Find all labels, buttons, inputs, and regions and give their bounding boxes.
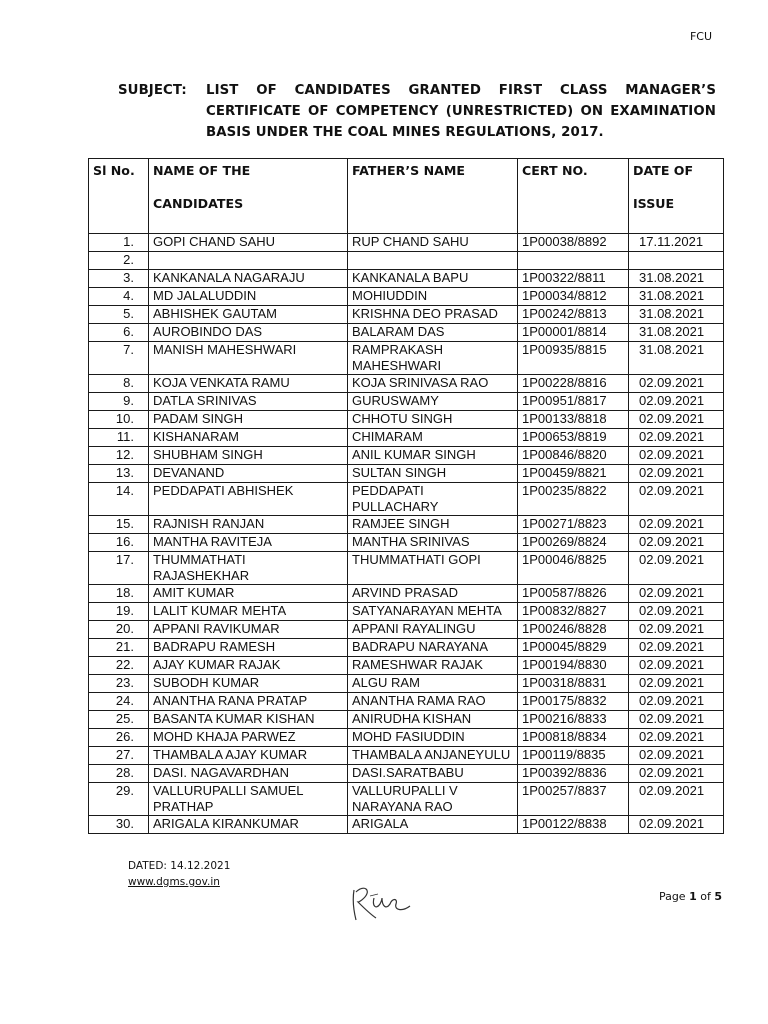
row-issue-date: 02.09.2021 (629, 375, 724, 393)
row-candidate-name: VALLURUPALLI SAMUEL PRATHAP (149, 783, 348, 816)
table-body (89, 234, 724, 834)
row-father-name: RAMPRAKASH MAHESHWARI (348, 342, 518, 375)
row-father-name: RAMESHWAR RAJAK (348, 657, 518, 675)
row-sl-no: 8. (89, 375, 149, 393)
row-father-name: BADRAPU NARAYANA (348, 639, 518, 657)
row-cert-no: 1P00257/8837 (518, 783, 629, 816)
row-father-name: CHHOTU SINGH (348, 411, 518, 429)
table-row (89, 252, 724, 270)
row-cert-no: 1P00246/8828 (518, 621, 629, 639)
row-candidate-name: SHUBHAM SINGH (149, 447, 348, 465)
row-issue-date: 02.09.2021 (629, 483, 724, 516)
table-row (89, 375, 724, 393)
row-father-name: PEDDAPATI PULLACHARY (348, 483, 518, 516)
row-issue-date: 02.09.2021 (629, 765, 724, 783)
row-sl-no: 29. (89, 783, 149, 816)
row-candidate-name: APPANI RAVIKUMAR (149, 621, 348, 639)
row-candidate-name: MANISH MAHESHWARI (149, 342, 348, 375)
row-sl-no: 11. (89, 429, 149, 447)
row-father-name: BALARAM DAS (348, 324, 518, 342)
row-candidate-name: AUROBINDO DAS (149, 324, 348, 342)
row-issue-date: 02.09.2021 (629, 465, 724, 483)
row-cert-no: 1P00459/8821 (518, 465, 629, 483)
row-father-name: GURUSWAMY (348, 393, 518, 411)
table-row (89, 639, 724, 657)
row-father-name: MOHIUDDIN (348, 288, 518, 306)
header-date-of-issue (629, 159, 724, 234)
row-father-name: APPANI RAYALINGU (348, 621, 518, 639)
table-row (89, 711, 724, 729)
row-sl-no: 7. (89, 342, 149, 375)
table-row (89, 288, 724, 306)
table-header-row (89, 159, 724, 234)
row-candidate-name: MOHD KHAJA PARWEZ (149, 729, 348, 747)
row-candidate-name: ARIGALA KIRANKUMAR (149, 816, 348, 834)
row-issue-date: 02.09.2021 (629, 534, 724, 552)
row-father-name: RUP CHAND SAHU (348, 234, 518, 252)
row-candidate-name: SUBODH KUMAR (149, 675, 348, 693)
row-cert-no: 1P00832/8827 (518, 603, 629, 621)
candidates-table (88, 158, 724, 834)
row-cert-no: 1P00392/8836 (518, 765, 629, 783)
footer-info (128, 858, 230, 890)
row-issue-date: 31.08.2021 (629, 342, 724, 375)
row-father-name: KOJA SRINIVASA RAO (348, 375, 518, 393)
row-sl-no: 3. (89, 270, 149, 288)
row-candidate-name: THAMBALA AJAY KUMAR (149, 747, 348, 765)
row-father-name: DASI.SARATBABU (348, 765, 518, 783)
table-row (89, 447, 724, 465)
row-issue-date: 02.09.2021 (629, 729, 724, 747)
row-candidate-name: BASANTA KUMAR KISHAN (149, 711, 348, 729)
table-row (89, 465, 724, 483)
row-cert-no: 1P00235/8822 (518, 483, 629, 516)
website-link[interactable]: www.dgms.gov.in (128, 876, 220, 888)
row-father-name: ALGU RAM (348, 675, 518, 693)
page-total: 5 (714, 890, 722, 903)
row-cert-no: 1P00133/8818 (518, 411, 629, 429)
row-sl-no: 17. (89, 552, 149, 585)
header-name-line1: NAME OF THE (153, 163, 251, 178)
row-cert-no: 1P00216/8833 (518, 711, 629, 729)
row-sl-no: 6. (89, 324, 149, 342)
row-issue-date: 02.09.2021 (629, 747, 724, 765)
row-cert-no: 1P00228/8816 (518, 375, 629, 393)
table-row (89, 657, 724, 675)
row-candidate-name: ABHISHEK GAUTAM (149, 306, 348, 324)
row-father-name: ANIRUDHA KISHAN (348, 711, 518, 729)
row-candidate-name: DEVANAND (149, 465, 348, 483)
row-issue-date: 02.09.2021 (629, 585, 724, 603)
table-row (89, 765, 724, 783)
row-sl-no: 19. (89, 603, 149, 621)
table-row (89, 234, 724, 252)
row-cert-no: 1P00653/8819 (518, 429, 629, 447)
row-sl-no: 4. (89, 288, 149, 306)
row-sl-no: 1. (89, 234, 149, 252)
header-father-name: FATHER’S NAME (348, 159, 518, 234)
row-issue-date: 02.09.2021 (629, 711, 724, 729)
row-father-name: ANIL KUMAR SINGH (348, 447, 518, 465)
table-row (89, 429, 724, 447)
row-issue-date: 02.09.2021 (629, 783, 724, 816)
row-father-name: RAMJEE SINGH (348, 516, 518, 534)
row-issue-date: 02.09.2021 (629, 447, 724, 465)
row-sl-no: 16. (89, 534, 149, 552)
row-sl-no: 21. (89, 639, 149, 657)
table-row (89, 483, 724, 516)
row-cert-no: 1P00034/8812 (518, 288, 629, 306)
row-issue-date: 02.09.2021 (629, 816, 724, 834)
table-row (89, 693, 724, 711)
header-date-line1: DATE OF (633, 163, 694, 178)
row-candidate-name: PEDDAPATI ABHISHEK (149, 483, 348, 516)
row-sl-no: 27. (89, 747, 149, 765)
row-cert-no: 1P00119/8835 (518, 747, 629, 765)
row-cert-no: 1P00242/8813 (518, 306, 629, 324)
row-sl-no: 9. (89, 393, 149, 411)
row-father-name: ARVIND PRASAD (348, 585, 518, 603)
table-row (89, 411, 724, 429)
row-sl-no: 13. (89, 465, 149, 483)
row-sl-no: 10. (89, 411, 149, 429)
row-cert-no: 1P00269/8824 (518, 534, 629, 552)
row-cert-no: 1P00038/8892 (518, 234, 629, 252)
row-father-name: ANANTHA RAMA RAO (348, 693, 518, 711)
page-number: 1 (689, 890, 697, 903)
row-issue-date: 17.11.2021 (629, 234, 724, 252)
row-father-name: KANKANALA BAPU (348, 270, 518, 288)
table-row (89, 324, 724, 342)
header-sl-no: Sl No. (89, 159, 149, 234)
table-row (89, 747, 724, 765)
row-cert-no: 1P00122/8838 (518, 816, 629, 834)
row-cert-no: 1P00271/8823 (518, 516, 629, 534)
row-father-name: CHIMARAM (348, 429, 518, 447)
row-sl-no: 15. (89, 516, 149, 534)
dated-text: DATED: 14.12.2021 (128, 860, 231, 872)
row-cert-no: 1P00846/8820 (518, 447, 629, 465)
row-sl-no: 2. (89, 252, 149, 270)
subject-block (118, 80, 716, 143)
row-candidate-name: LALIT KUMAR MEHTA (149, 603, 348, 621)
row-father-name: THAMBALA ANJANEYULU (348, 747, 518, 765)
row-candidate-name: PADAM SINGH (149, 411, 348, 429)
row-candidate-name: MANTHA RAVITEJA (149, 534, 348, 552)
table-row (89, 603, 724, 621)
row-father-name: MOHD FASIUDDIN (348, 729, 518, 747)
subject-text: LIST OF CANDIDATES GRANTED FIRST CLASS MANAGER’S CERTIFICATE OF COMPETENCY (UNRESTRICTED) ON EXAMINATION BASIS UNDER THE COAL MINES REGULATIONS, 2017. (206, 83, 716, 140)
row-candidate-name: KISHANARAM (149, 429, 348, 447)
table-row (89, 816, 724, 834)
page-of: of (696, 890, 715, 903)
table-row (89, 783, 724, 816)
row-father-name: SATYANARAYAN MEHTA (348, 603, 518, 621)
row-candidate-name: ANANTHA RANA PRATAP (149, 693, 348, 711)
row-candidate-name: DASI. NAGAVARDHAN (149, 765, 348, 783)
row-cert-no: 1P00318/8831 (518, 675, 629, 693)
signature-mark (346, 868, 426, 928)
row-cert-no: 1P00046/8825 (518, 552, 629, 585)
row-issue-date: 02.09.2021 (629, 429, 724, 447)
table-row (89, 393, 724, 411)
row-cert-no: 1P00818/8834 (518, 729, 629, 747)
table-row (89, 552, 724, 585)
row-father-name: THUMMATHATI GOPI (348, 552, 518, 585)
row-sl-no: 28. (89, 765, 149, 783)
row-issue-date: 31.08.2021 (629, 324, 724, 342)
row-issue-date: 02.09.2021 (629, 693, 724, 711)
row-cert-no: 1P00175/8832 (518, 693, 629, 711)
row-candidate-name: AJAY KUMAR RAJAK (149, 657, 348, 675)
table-row (89, 621, 724, 639)
row-cert-no (518, 252, 629, 270)
row-issue-date: 02.09.2021 (629, 552, 724, 585)
row-cert-no: 1P00587/8826 (518, 585, 629, 603)
row-issue-date (629, 252, 724, 270)
document-tag: FCU (689, 30, 712, 43)
row-father-name: MANTHA SRINIVAS (348, 534, 518, 552)
row-sl-no: 24. (89, 693, 149, 711)
row-candidate-name: THUMMATHATI RAJASHEKHAR (149, 552, 348, 585)
page-indicator (659, 890, 722, 903)
row-issue-date: 02.09.2021 (629, 675, 724, 693)
header-candidate-name (149, 159, 348, 234)
row-issue-date: 02.09.2021 (629, 621, 724, 639)
row-father-name: SULTAN SINGH (348, 465, 518, 483)
row-candidate-name (149, 252, 348, 270)
row-sl-no: 14. (89, 483, 149, 516)
table-row (89, 729, 724, 747)
row-issue-date: 31.08.2021 (629, 306, 724, 324)
row-sl-no: 12. (89, 447, 149, 465)
table-row (89, 270, 724, 288)
row-issue-date: 02.09.2021 (629, 411, 724, 429)
table-row (89, 585, 724, 603)
row-issue-date: 31.08.2021 (629, 288, 724, 306)
row-father-name: VALLURUPALLI V NARAYANA RAO (348, 783, 518, 816)
page-prefix: Page (658, 890, 690, 903)
row-sl-no: 18. (89, 585, 149, 603)
row-sl-no: 23. (89, 675, 149, 693)
table-row (89, 306, 724, 324)
row-cert-no: 1P00322/8811 (518, 270, 629, 288)
row-issue-date: 31.08.2021 (629, 270, 724, 288)
row-sl-no: 25. (89, 711, 149, 729)
row-cert-no: 1P00935/8815 (518, 342, 629, 375)
row-candidate-name: BADRAPU RAMESH (149, 639, 348, 657)
row-sl-no: 20. (89, 621, 149, 639)
row-cert-no: 1P00001/8814 (518, 324, 629, 342)
row-candidate-name: GOPI CHAND SAHU (149, 234, 348, 252)
subject-label: SUBJECT: (118, 83, 187, 98)
row-issue-date: 02.09.2021 (629, 639, 724, 657)
table-row (89, 534, 724, 552)
row-candidate-name: RAJNISH RANJAN (149, 516, 348, 534)
table-row (89, 516, 724, 534)
row-father-name (348, 252, 518, 270)
row-sl-no: 22. (89, 657, 149, 675)
row-father-name: ARIGALA (348, 816, 518, 834)
row-sl-no: 30. (89, 816, 149, 834)
row-issue-date: 02.09.2021 (629, 393, 724, 411)
header-cert-no: CERT NO. (518, 159, 629, 234)
table-row (89, 342, 724, 375)
header-name-line2: CANDIDATES (153, 196, 244, 211)
header-date-line2: ISSUE (633, 196, 675, 211)
row-issue-date: 02.09.2021 (629, 603, 724, 621)
row-candidate-name: MD JALALUDDIN (149, 288, 348, 306)
row-cert-no: 1P00194/8830 (518, 657, 629, 675)
row-cert-no: 1P00045/8829 (518, 639, 629, 657)
row-issue-date: 02.09.2021 (629, 657, 724, 675)
row-candidate-name: KANKANALA NAGARAJU (149, 270, 348, 288)
table-row (89, 675, 724, 693)
row-issue-date: 02.09.2021 (629, 516, 724, 534)
row-father-name: KRISHNA DEO PRASAD (348, 306, 518, 324)
row-candidate-name: AMIT KUMAR (149, 585, 348, 603)
row-candidate-name: DATLA SRINIVAS (149, 393, 348, 411)
row-sl-no: 5. (89, 306, 149, 324)
row-candidate-name: KOJA VENKATA RAMU (149, 375, 348, 393)
row-sl-no: 26. (89, 729, 149, 747)
row-cert-no: 1P00951/8817 (518, 393, 629, 411)
